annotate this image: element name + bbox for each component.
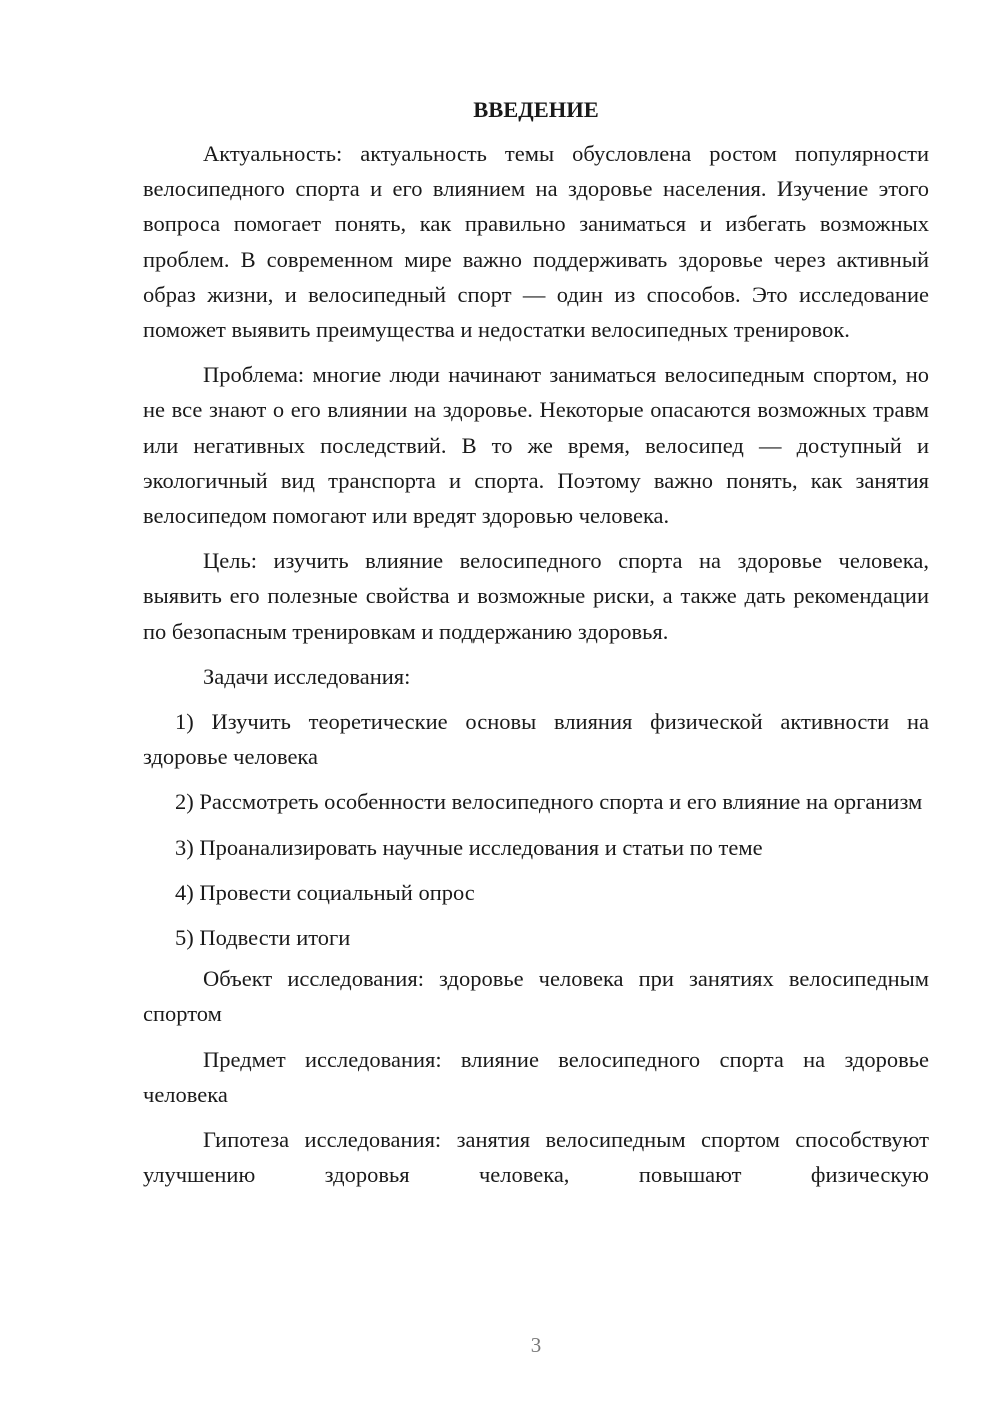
tasks-heading: Задачи исследования: [203,663,411,689]
page-number: 3 [530,1333,542,1357]
relevance-paragraph: Актуальность: актуальность темы обусловлена ростом популярности велосипедного спорта и его влиянием на здоровье населения. Изучение этого вопроса помогает понять, как правильно заниматься и избегать возможных проблем. В современном мире важно поддерживать здоровье через активный образ жизни, и велосипедный спорт — один из способов. Это исследование поможет выявить преимущества и недостатки велосипедных тренировок. [143,141,929,343]
task-item-3: 3) Проанализировать научные исследования и статьи по теме [175,834,763,860]
object-paragraph: Объект исследования: здоровье человека при занятиях велосипедным спортом [143,966,929,1027]
task-item-1: 1) Изучить теоретические основы влияния физической активности на здоровье человека [143,709,929,770]
problem-paragraph: Проблема: многие люди начинают заниматься велосипедным спортом, но не все знают о его влиянии на здоровье. Некоторые опасаются возможных травм или негативных последствий. В то же время, велосипед — доступный и экологичный вид транспорта и спорта. Поэтому важно понять, как занятия велосипедом помогают или вредят здоровью человека. [143,362,929,529]
page-content [143,92,929,1202]
task-item-4: 4) Провести социальный опрос [175,879,475,905]
section-title: ВВЕДЕНИЕ [473,97,599,122]
subject-paragraph: Предмет исследования: влияние велосипедного спорта на здоровье человека [143,1046,929,1107]
hypothesis-paragraph: Гипотеза исследования: занятия велосипедным спортом способствуют улучшению здоровья человека, повышают физическую [143,1127,929,1188]
task-item-5: 5) Подвести итоги [175,925,351,951]
goal-paragraph: Цель: изучить влияние велосипедного спорта на здоровье человека, выявить его полезные свойства и возможные риски, а также дать рекомендации по безопасным тренировкам и поддержанию здоровья. [143,548,929,644]
task-item-2: 2) Рассмотреть особенности велосипедного спорта и его влияние на организм [175,789,923,815]
